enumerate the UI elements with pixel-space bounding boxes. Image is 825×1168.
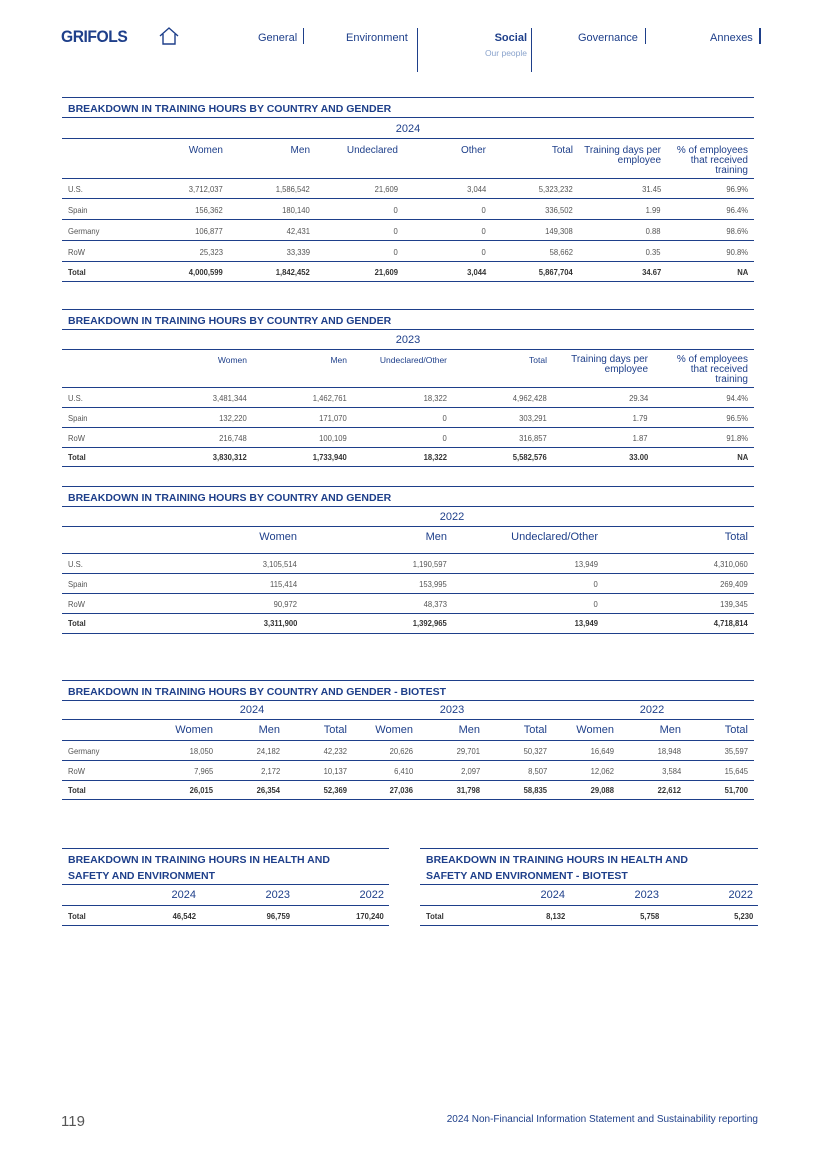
table-title: BREAKDOWN IN TRAINING HOURS BY COUNTRY AND GENDER bbox=[68, 315, 392, 327]
table-cell-total: 52,369 bbox=[323, 785, 347, 795]
table-cell: 0 bbox=[593, 599, 598, 609]
col-header: Men bbox=[458, 724, 480, 736]
row-label-total: Total bbox=[68, 785, 86, 795]
nav-divider bbox=[645, 28, 646, 44]
table-cell: 1,190,597 bbox=[412, 559, 447, 569]
table-cell: 3,712,037 bbox=[188, 184, 223, 194]
table-cell: 0 bbox=[442, 413, 447, 423]
col-header: Women bbox=[188, 145, 223, 156]
col-header: Total bbox=[523, 724, 547, 736]
table-cell: 15,645 bbox=[724, 766, 748, 776]
table-cell: 4,310,060 bbox=[713, 559, 748, 569]
table-cell: 96.5% bbox=[726, 413, 748, 423]
col-header: 2023 bbox=[265, 889, 290, 901]
table-cell: 90.8% bbox=[726, 247, 748, 257]
table-cell: 7,965 bbox=[193, 766, 213, 776]
table-cell: 24,182 bbox=[256, 746, 280, 756]
table-cell: 100,109 bbox=[319, 433, 347, 443]
table-cell: 0.35 bbox=[646, 247, 661, 257]
table-cell: 16,649 bbox=[590, 746, 614, 756]
table-cell: 18,050 bbox=[189, 746, 213, 756]
row-label-total: Total bbox=[68, 452, 86, 462]
row-label-total: Total bbox=[68, 618, 86, 628]
table-cell: 90,972 bbox=[273, 599, 297, 609]
table-cell-total: 31,798 bbox=[456, 785, 480, 795]
grifols-logo[interactable]: GRIFOLS bbox=[61, 27, 128, 46]
year-label: 2022 bbox=[639, 704, 665, 716]
table-title: SAFETY AND ENVIRONMENT bbox=[68, 870, 216, 882]
nav-social[interactable]: Social bbox=[494, 32, 527, 44]
table-cell-total: 1,733,940 bbox=[312, 452, 347, 462]
table-cell: 0 bbox=[393, 226, 398, 236]
row-label-total: Total bbox=[68, 267, 86, 277]
table-cell: 2,172 bbox=[260, 766, 280, 776]
table-cell-total: NA bbox=[736, 267, 748, 277]
page-number: 119 bbox=[61, 1113, 85, 1130]
table-cell: 0.88 bbox=[646, 226, 661, 236]
table-cell: 35,597 bbox=[724, 746, 748, 756]
table-cell-total: 4,718,814 bbox=[713, 618, 748, 628]
table-cell: 13,949 bbox=[574, 559, 598, 569]
col-header: Women bbox=[217, 355, 247, 365]
table-cell-total: 51,700 bbox=[724, 785, 748, 795]
nav-environment[interactable]: Environment bbox=[346, 32, 408, 44]
table-cell: 132,220 bbox=[219, 413, 247, 423]
row-label: U.S. bbox=[68, 393, 83, 403]
table-cell: 153,995 bbox=[419, 579, 447, 589]
table-cell: 10,137 bbox=[323, 766, 347, 776]
table-cell-total: 8,132 bbox=[545, 911, 565, 921]
table-biotest bbox=[62, 680, 754, 802]
col-header: Women bbox=[576, 724, 614, 736]
table-cell-total: 13,949 bbox=[574, 618, 598, 628]
table-cell: 98.6% bbox=[726, 226, 748, 236]
table-cell-total: 46,542 bbox=[172, 911, 196, 921]
table-cell: 96.4% bbox=[726, 205, 748, 215]
table-cell-total: 3,044 bbox=[466, 267, 486, 277]
table-title: BREAKDOWN IN TRAINING HOURS IN HEALTH AND bbox=[426, 854, 688, 866]
table-cell: 2,097 bbox=[460, 766, 480, 776]
col-header: % of employees that received training bbox=[676, 354, 748, 385]
col-header: Total bbox=[529, 355, 547, 365]
table-cell-total: 21,609 bbox=[374, 267, 398, 277]
nav-governance[interactable]: Governance bbox=[578, 32, 638, 44]
table-cell: 106,877 bbox=[195, 226, 223, 236]
table-cell: 1,586,542 bbox=[275, 184, 310, 194]
table-cell: 33,339 bbox=[286, 247, 310, 257]
col-header: Total bbox=[724, 531, 748, 543]
table-cell: 42,431 bbox=[286, 226, 310, 236]
col-header: 2024 bbox=[171, 889, 196, 901]
table-cell: 115,414 bbox=[269, 579, 297, 589]
table-cell-total: 29,088 bbox=[590, 785, 614, 795]
row-label: Spain bbox=[68, 205, 88, 215]
table-cell: 1,462,761 bbox=[312, 393, 347, 403]
table-cell: 171,070 bbox=[319, 413, 347, 423]
table-cell: 42,232 bbox=[323, 746, 347, 756]
table-cell: 336,502 bbox=[545, 205, 573, 215]
col-header: Men bbox=[425, 531, 447, 543]
table-cell: 91.8% bbox=[726, 433, 748, 443]
table-cell: 48,373 bbox=[423, 599, 447, 609]
nav-general[interactable]: General bbox=[258, 32, 298, 44]
table-cell-total: 5,230 bbox=[733, 911, 753, 921]
table-cell-total: 5,758 bbox=[639, 911, 659, 921]
row-label: Germany bbox=[68, 746, 100, 756]
table-cell: 25,323 bbox=[199, 247, 223, 257]
table-cell: 8,507 bbox=[527, 766, 547, 776]
table-cell: 149,308 bbox=[545, 226, 573, 236]
table-cell: 29,701 bbox=[456, 746, 480, 756]
nav-annexes[interactable]: Annexes bbox=[710, 32, 753, 44]
table-title: SAFETY AND ENVIRONMENT - BIOTEST bbox=[426, 870, 628, 882]
row-label-total: Total bbox=[426, 911, 444, 921]
year-label: 2022 bbox=[439, 511, 465, 523]
table-cell: 0 bbox=[481, 247, 486, 257]
table-cell-total: 1,392,965 bbox=[412, 618, 447, 628]
table-cell: 5,323,232 bbox=[538, 184, 573, 194]
col-header: Men bbox=[330, 355, 347, 365]
table-cell: 3,584 bbox=[661, 766, 681, 776]
table-cell: 1.87 bbox=[633, 433, 648, 443]
table-title: BREAKDOWN IN TRAINING HOURS BY COUNTRY AND GENDER - BIOTEST bbox=[68, 686, 447, 698]
col-header: 2022 bbox=[728, 889, 753, 901]
table-cell: 3,481,344 bbox=[212, 393, 247, 403]
table-cell: 1.99 bbox=[646, 205, 661, 215]
row-label: U.S. bbox=[68, 184, 83, 194]
table-cell: 156,362 bbox=[195, 205, 223, 215]
table-title: BREAKDOWN IN TRAINING HOURS BY COUNTRY AND GENDER bbox=[68, 492, 392, 504]
table-cell: 180,140 bbox=[282, 205, 310, 215]
table-cell: 0 bbox=[481, 205, 486, 215]
table-title: BREAKDOWN IN TRAINING HOURS IN HEALTH AND bbox=[68, 854, 330, 866]
col-header: 2024 bbox=[540, 889, 565, 901]
row-label: U.S. bbox=[68, 559, 83, 569]
col-header: Women bbox=[375, 724, 413, 736]
table-cell-total: NA bbox=[736, 452, 748, 462]
nav-social-sub: Our people bbox=[484, 48, 527, 58]
table-cell: 96.9% bbox=[726, 184, 748, 194]
row-label: RoW bbox=[68, 247, 86, 257]
table-cell-total: 33.00 bbox=[628, 452, 648, 462]
row-label: Spain bbox=[68, 579, 88, 589]
nav-divider bbox=[531, 28, 532, 72]
table-cell-total: 27,036 bbox=[389, 785, 413, 795]
table-cell: 18,948 bbox=[657, 746, 681, 756]
home-icon[interactable] bbox=[158, 26, 180, 46]
table-cell-total: 3,830,312 bbox=[212, 452, 247, 462]
col-header: Women bbox=[259, 531, 297, 543]
table-cell: 0 bbox=[442, 433, 447, 443]
table-cell-total: 26,015 bbox=[189, 785, 213, 795]
table-cell: 316,857 bbox=[519, 433, 547, 443]
table-cell-total: 170,240 bbox=[356, 911, 384, 921]
table-cell-total: 5,582,576 bbox=[512, 452, 547, 462]
table-cell-total: 26,354 bbox=[256, 785, 280, 795]
table-cell-total: 34.67 bbox=[641, 267, 661, 277]
col-header: Women bbox=[175, 724, 213, 736]
table-cell-total: 5,867,704 bbox=[538, 267, 573, 277]
col-header: Training days per employee bbox=[571, 354, 648, 375]
col-header: Total bbox=[323, 724, 347, 736]
table-cell-total: 18,322 bbox=[423, 452, 447, 462]
table-cell: 6,410 bbox=[393, 766, 413, 776]
table-cell-total: 58,835 bbox=[523, 785, 547, 795]
row-label: Spain bbox=[68, 413, 88, 423]
table-cell: 20,626 bbox=[389, 746, 413, 756]
table-cell-total: 1,842,452 bbox=[275, 267, 310, 277]
table-cell: 29.34 bbox=[628, 393, 648, 403]
col-header: 2023 bbox=[634, 889, 659, 901]
col-header: Men bbox=[659, 724, 681, 736]
table-cell-total: 4,000,599 bbox=[188, 267, 223, 277]
table-cell: 269,409 bbox=[720, 579, 748, 589]
row-label-total: Total bbox=[68, 911, 86, 921]
footer-title: 2024 Non-Financial Information Statement and Sustainability reporting bbox=[446, 1114, 758, 1125]
table-cell: 0 bbox=[593, 579, 598, 589]
table-cell-total: 22,612 bbox=[657, 785, 681, 795]
table-cell: 12,062 bbox=[590, 766, 614, 776]
nav-divider bbox=[417, 28, 418, 72]
year-label: 2023 bbox=[395, 334, 421, 346]
year-label: 2023 bbox=[439, 704, 465, 716]
nav-divider bbox=[759, 28, 761, 44]
table-2022 bbox=[62, 486, 754, 636]
col-header: Total bbox=[724, 724, 748, 736]
table-2023 bbox=[62, 309, 754, 469]
col-header: Men bbox=[258, 724, 280, 736]
col-header: Total bbox=[551, 145, 573, 156]
row-label: RoW bbox=[68, 433, 86, 443]
table-cell: 50,327 bbox=[523, 746, 547, 756]
row-label: Germany bbox=[68, 226, 100, 236]
table-cell: 31.45 bbox=[641, 184, 661, 194]
table-cell: 3,105,514 bbox=[262, 559, 297, 569]
year-label: 2024 bbox=[239, 704, 265, 716]
col-header: Other bbox=[460, 145, 486, 156]
table-health-safety bbox=[62, 848, 389, 928]
table-health-safety-biotest bbox=[420, 848, 758, 928]
table-cell: 0 bbox=[393, 247, 398, 257]
table-cell-total: 3,311,900 bbox=[263, 618, 297, 628]
col-header: Undeclared/Other bbox=[511, 531, 598, 543]
table-cell: 21,609 bbox=[374, 184, 398, 194]
table-2024 bbox=[62, 97, 754, 287]
table-cell-total: 96,759 bbox=[266, 911, 290, 921]
table-cell: 1.79 bbox=[633, 413, 648, 423]
col-header: Undeclared bbox=[346, 145, 398, 156]
row-label: RoW bbox=[68, 766, 86, 776]
row-label: RoW bbox=[68, 599, 86, 609]
table-cell: 94.4% bbox=[726, 393, 748, 403]
year-label: 2024 bbox=[395, 123, 421, 135]
table-cell: 0 bbox=[393, 205, 398, 215]
col-header: Undeclared/Other bbox=[379, 355, 447, 365]
table-cell: 303,291 bbox=[519, 413, 547, 423]
table-cell: 3,044 bbox=[466, 184, 486, 194]
table-cell: 139,345 bbox=[720, 599, 748, 609]
nav-divider bbox=[303, 28, 304, 44]
table-title: BREAKDOWN IN TRAINING HOURS BY COUNTRY AND GENDER bbox=[68, 103, 392, 115]
table-cell: 18,322 bbox=[423, 393, 447, 403]
table-cell: 58,662 bbox=[549, 247, 573, 257]
col-header: Men bbox=[290, 145, 310, 156]
col-header: 2022 bbox=[359, 889, 384, 901]
table-cell: 4,962,428 bbox=[512, 393, 547, 403]
col-header: Training days per employee bbox=[584, 145, 661, 166]
table-cell: 216,748 bbox=[219, 433, 247, 443]
col-header: % of employees that received training bbox=[676, 145, 748, 176]
table-cell: 0 bbox=[481, 226, 486, 236]
